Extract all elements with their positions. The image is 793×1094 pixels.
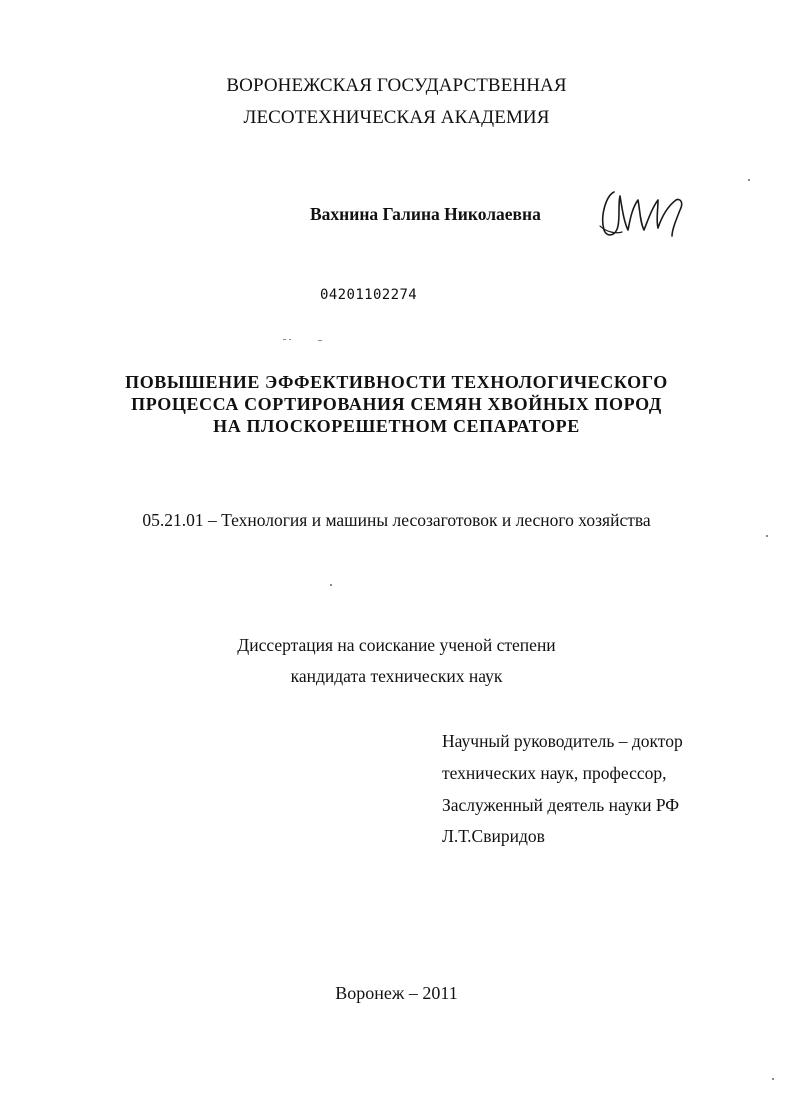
- registration-number: 04201102274: [320, 287, 418, 303]
- supervisor-line-3: Заслуженный деятель науки РФ: [442, 795, 680, 815]
- scan-speck: [289, 339, 291, 340]
- supervisor-name: Л.Т.Свиридов: [442, 826, 545, 846]
- supervisor-line-2: технических наук, профессор,: [442, 763, 667, 783]
- scan-speck: [318, 340, 322, 341]
- scan-speck: [283, 339, 286, 340]
- place-year: Воронеж – 2011: [335, 983, 458, 1003]
- supervisor-line-1: Научный руководитель – доктор: [442, 731, 683, 751]
- author-signature: [596, 186, 696, 244]
- scan-speck: [330, 584, 332, 586]
- scan-speck: [772, 1078, 774, 1080]
- thesis-title-line-3: НА ПЛОСКОРЕШЕТНОМ СЕПАРАТОРЕ: [213, 416, 580, 436]
- thesis-title-line-1: ПОВЫШЕНИЕ ЭФФЕКТИВНОСТИ ТЕХНОЛОГИЧЕСКОГО: [125, 372, 668, 392]
- institution-line-2: ЛЕСОТЕХНИЧЕСКАЯ АКАДЕМИЯ: [243, 107, 550, 128]
- scan-speck: [766, 535, 768, 537]
- scan-speck: [748, 179, 750, 181]
- specialty-code: 05.21.01 – Технология и машины лесозаготовок и лесного хозяйства: [142, 510, 651, 530]
- institution-line-1: ВОРОНЕЖСКАЯ ГОСУДАРСТВЕННАЯ: [226, 75, 567, 96]
- author-name: Вахнина Галина Николаевна: [310, 204, 541, 224]
- degree-statement-line-1: Диссертация на соискание ученой степени: [237, 635, 556, 655]
- thesis-title-line-2: ПРОЦЕССА СОРТИРОВАНИЯ СЕМЯН ХВОЙНЫХ ПОРОД: [131, 394, 662, 414]
- degree-statement-line-2: кандидата технических наук: [290, 666, 503, 686]
